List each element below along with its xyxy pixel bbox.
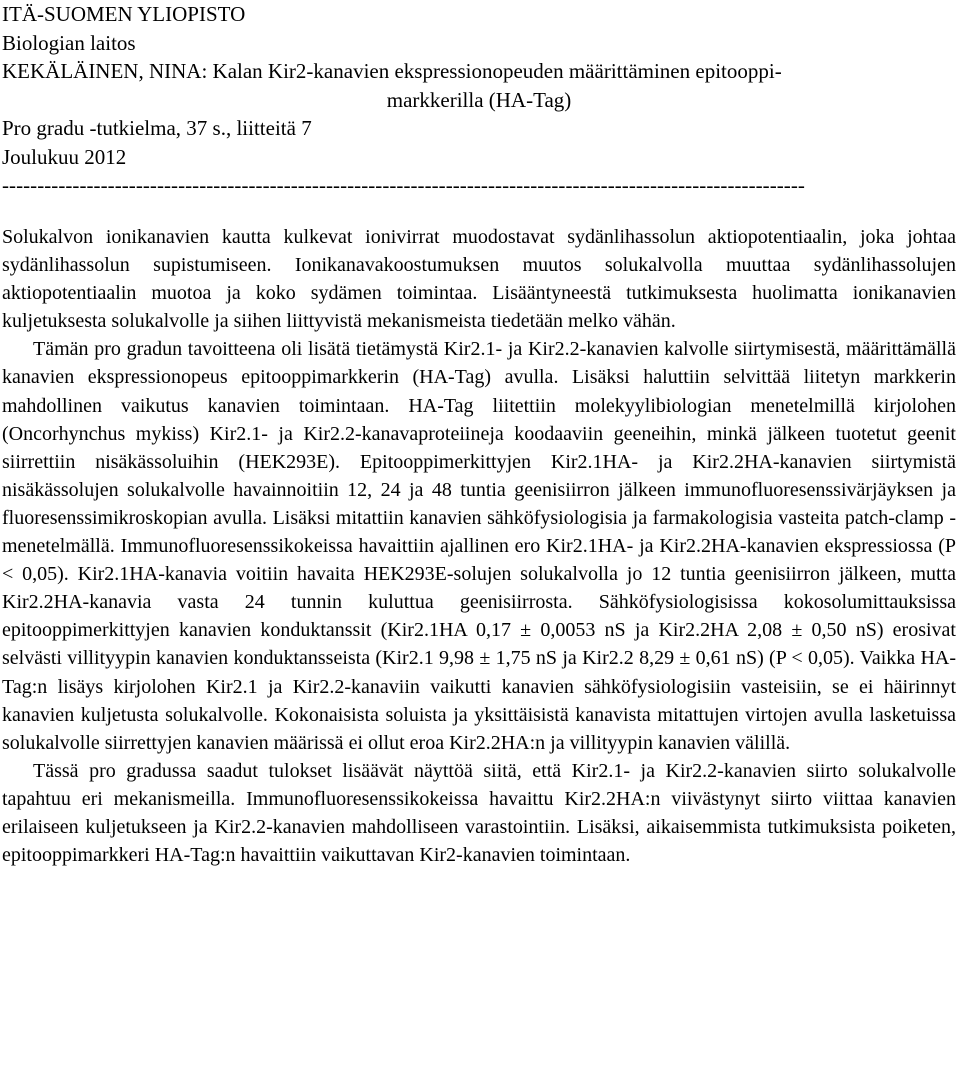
publication-date: Joulukuu 2012 [2,144,127,169]
abstract-paragraph-1: Solukalvon ionikanavien kautta kulkevat ionivirrat muodostavat sydänlihassolun aktiopotentiaalin, joka johtaa sydänlihassolun supistumiseen. Ionikanavakoostumuksen muutos solukalvolla muuttaa sydänlihassolujen aktiopotentiaalin muotoa ja koko sydämen toimintaa. Lisääntyneestä tutkimuksesta huolimatta ionikanavien kuljetuksesta solukalvolle ja siihen liittyvistä mekanismeista tiedetään melko vähän. [2,226,956,333]
header-block [2,0,956,171]
abstract-paragraph-3: Tässä pro gradussa saadut tulokset lisäävät näyttöä siitä, että Kir2.1- ja Kir2.2-kanavien siirto solukalvolle tapahtuu eri mekanismeilla. Immunofluoresenssikokeissa havaittu Kir2.2HA:n viivästynyt siirto viittaa kanavien erilaiseen kuljetukseen ja Kir2.2-kanavien mahdolliseen varastointiin. Lisäksi, aikaisemmista tutkimuksista poiketen, epitooppimarkkeri HA-Tag:n havaittiin vaikuttavan Kir2-kanavien toimintaan. [2,759,956,867]
department-name: Biologian laitos [2,30,136,55]
thesis-info: Pro gradu -tutkielma, 37 s., liitteitä 7 [2,116,312,140]
abstract-body [2,223,956,869]
author-title-line-2: markkerilla (HA-Tag) [386,87,572,112]
separator-line: ------------------------------------------------------------------------------------------------------------------ [2,173,805,197]
author-title-line-1: KEKÄLÄINEN, NINA: Kalan Kir2-kanavien ekspressionopeuden määrittäminen epitooppi- [2,59,782,83]
document-page [2,0,956,869]
abstract-paragraph-2: Tämän pro gradun tavoitteena oli lisätä tietämystä Kir2.1- ja Kir2.2-kanavien kalvolle siirtymisestä, määrittämällä kanavien ekspressionopeus epitooppimarkkerin (HA-Tag) avulla. Lisäksi haluttiin selvittää liitetyn markkerin mahdollinen vaikutus kanavien toimintaan. HA-Tag liitettiin molekyylibiologian menetelmillä kirjolohen (Oncorhynchus mykiss) Kir2.1- ja Kir2.2-kanavaproteiineja koodaaviin geeneihin, minkä jälkeen tuotetut geenit siirrettiin nisäkässoluihin (HEK293E). Epitooppimerkittyjen Kir2.1HA- ja Kir2.2HA-kanavien siirtymistä nisäkässolujen solukalvolle havainnoitiin 12, 24 ja 48 tuntia geenisiirron jälkeen immunofluoresenssivärjäyksen ja fluoresenssimikroskopian avulla. Lisäksi mitattiin kanavien sähköfysiologisia ja farmakologisia vasteita patch-clamp -menetelmällä. Immunofluoresenssikokeissa havaittiin ajallinen ero Kir2.1HA- ja Kir2.2HA-kanavien ekspressiossa (P < 0,05). Kir2.1HA-kanavia voitiin havaita HEK293E-solujen solukalvolla jo 12 tuntia geenisiirron jälkeen, mutta Kir2.2HA-kanavia vasta 24 tunnin kuluttua geenisiirrosta. Sähköfysiologisissa kokosolumittauksissa epitooppimerkittyjen kanavien konduktanssit (Kir2.1HA 0,17 ± 0,0053 nS ja Kir2.2HA 2,08 ± 0,50 nS) erosivat selvästi villityypin kanavien konduktansseista (Kir2.1 9,98 ± 1,75 nS ja Kir2.2 8,29 ± 0,61 nS) (P < 0,05). Vaikka HA-Tag:n lisäys kirjolohen Kir2.1 ja Kir2.2-kanaviin vaikutti kanavien sähköfysiologisiin vasteisiin, se ei häirinnyt kanavien kuljetusta solukalvolle. Kokonaisista soluista ja yksittäisistä kanavista mitattujen virtojen avulla lasketuissa solukalvolle siirrettyjen kanavien määrissä ei ollut eroa Kir2.2HA:n ja villityypin kanavien välillä. [2,338,956,754]
university-name: ITÄ-SUOMEN YLIOPISTO [2,2,246,26]
